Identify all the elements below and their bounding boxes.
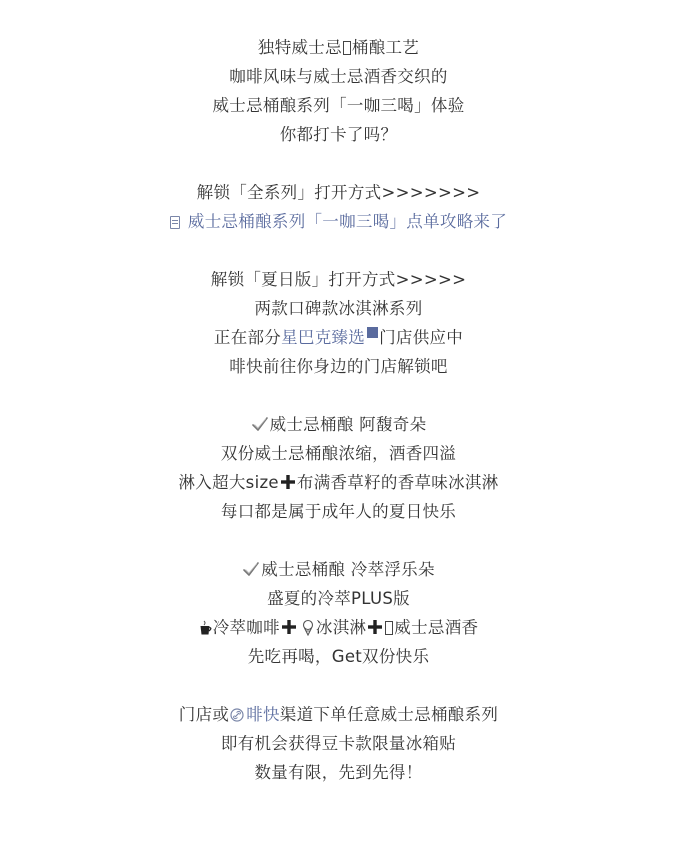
intro-line-3: 威士忌桶酿系列「一咖三喝」体验 <box>212 96 465 115</box>
cold-brew-float-line-2-b: 冰淇淋 <box>315 618 367 637</box>
affogato-line-1: 双份威士忌桶酿浓缩，酒香四溢 <box>220 444 457 463</box>
square-icon <box>367 327 378 338</box>
promo-line-1 <box>0 700 677 729</box>
affogato-line-2-b: 布满香草籽的香草味冰淇淋 <box>296 473 499 492</box>
link-icon <box>230 708 244 722</box>
cold-brew-float-line-1: 盛夏的冷萃PLUS版 <box>267 589 410 608</box>
cold-brew-float-line-3: 先吃再喝，Get双份快乐 <box>247 647 430 666</box>
cold-brew-float-title-text: 威士忌桶酿 冷萃浮乐朵 <box>261 560 435 579</box>
affogato-title <box>0 410 677 439</box>
spacer <box>0 149 677 178</box>
affogato-line-2 <box>0 468 677 497</box>
heavy-plus-icon <box>281 619 297 635</box>
spacer <box>0 236 677 265</box>
cold-brew-float-line-2-a: 冷萃咖啡 <box>212 618 280 637</box>
heavy-plus-icon <box>280 474 296 490</box>
spacer <box>0 526 677 555</box>
cold-brew-float-line-2-c: 威士忌酒香 <box>394 618 479 637</box>
intro-line-1-b: 桶酿工艺 <box>351 38 420 57</box>
summer-heading: 解锁「夏日版」打开方式>>>>> <box>210 270 467 289</box>
cold-brew-float-line-2 <box>0 613 677 642</box>
feikuai-link[interactable]: 啡快 <box>246 705 280 724</box>
intro-line-2: 咖啡风味与威士忌酒香交织的 <box>229 67 448 86</box>
affogato-line-2-a: 淋入超大size <box>178 473 279 492</box>
affogato-line-3: 每口都是属于成年人的夏日快乐 <box>220 502 457 521</box>
full-series-link[interactable] <box>0 207 677 236</box>
spacer <box>0 381 677 410</box>
intro-line-4: 你都打卡了吗？ <box>279 125 398 144</box>
coffee-cup-icon <box>199 620 213 636</box>
promo-line-1-a: 门店或 <box>178 705 230 724</box>
summer-line-1: 两款口碑款冰淇淋系列 <box>254 299 423 318</box>
full-series-heading: 解锁「全系列」打开方式>>>>>>> <box>196 183 481 202</box>
intro-line-1 <box>0 33 677 62</box>
summer-line-2-b: 门店供应中 <box>379 328 464 347</box>
promo-line-2: 即有机会获得豆卡款限量冰箱贴 <box>220 734 457 753</box>
check-mark-icon <box>242 560 260 578</box>
check-mark-icon <box>251 415 269 433</box>
full-series-link-text[interactable]: 威士忌桶酿系列「一咖三喝」点单攻略来了 <box>187 212 508 231</box>
missing-glyph-icon <box>385 621 393 635</box>
missing-glyph-icon <box>343 41 351 55</box>
starbucks-reserve-link[interactable]: 星巴克臻选 <box>281 328 366 347</box>
summer-line-3: 啡快前往你身边的门店解锁吧 <box>229 357 448 376</box>
promo-line-3: 数量有限，先到先得！ <box>254 763 423 782</box>
summer-line-2 <box>0 323 677 352</box>
document-icon <box>170 216 180 229</box>
heavy-plus-icon <box>367 619 383 635</box>
spacer <box>0 671 677 700</box>
promo-line-1-b: 渠道下单任意威士忌桶酿系列 <box>279 705 499 724</box>
affogato-title-text: 威士忌桶酿 阿馥奇朵 <box>269 415 427 434</box>
intro-line-1-a: 独特威士忌 <box>257 38 342 57</box>
summer-line-2-a: 正在部分 <box>213 328 282 347</box>
cold-brew-float-title <box>0 555 677 584</box>
ice-cream-icon <box>301 619 315 636</box>
